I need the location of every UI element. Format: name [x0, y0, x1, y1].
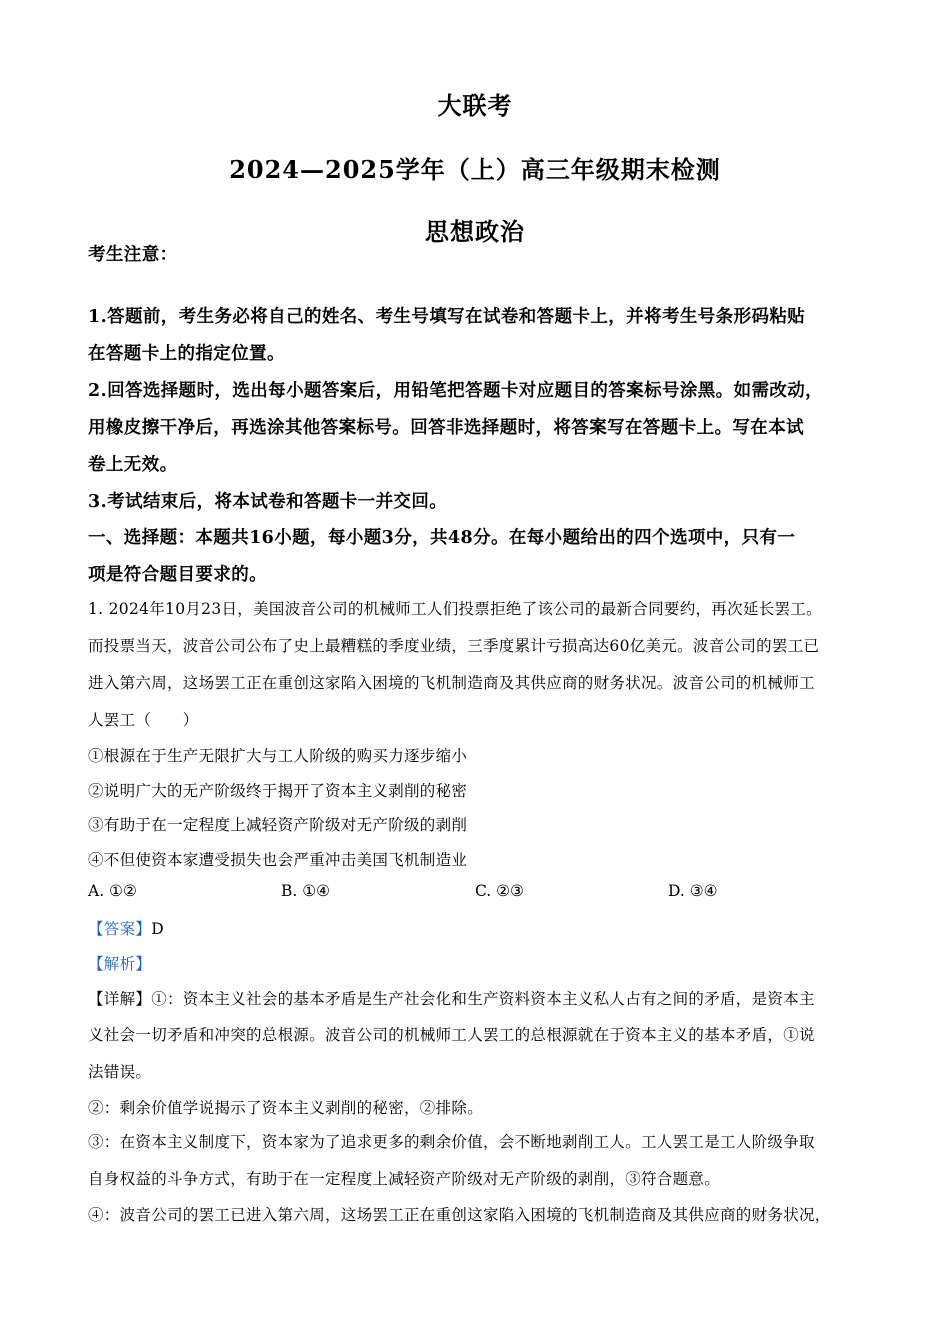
subject-title: 思想政治	[425, 217, 525, 246]
question-stem-line: 进入第六周，这场罢工正在重创这家陷入困境的飞机制造商及其供应商的财务状况。波音公司的机械师工	[88, 674, 815, 692]
option-c: C. ②③	[475, 882, 524, 900]
answer-line	[88, 917, 164, 939]
detail-line: ④：波音公司的罢工已进入第六周，这场罢工正在重创这家陷入困境的飞机制造商及其供应商的财务状况，	[88, 1206, 831, 1224]
exam-subtitle: 2024—2025学年（上）高三年级期末检测	[229, 155, 721, 184]
detail-line: 【详解】①：资本主义社会的基本矛盾是生产社会化和生产资料资本主义私人占有之间的矛盾，是资本主	[88, 990, 815, 1008]
answer-tag: 【答案】	[88, 920, 152, 938]
statement-1: ①根源在于生产无限扩大与工人阶级的购买力逐步缩小	[88, 747, 468, 765]
notice-item-2-cont: 用橡皮擦干净后，再选涂其他答案标号。回答非选择题时，将答案写在答题卡上。写在本试	[88, 418, 804, 438]
question-stem-line: 而投票当天，波音公司公布了史上最糟糕的季度业绩，三季度累计亏损高达60亿美元。波音公司的罢工已	[88, 637, 820, 655]
notice-heading: 考生注意：	[88, 245, 178, 265]
question-stem: 1. 2024年10月23日，美国波音公司的机械师工人们投票拒绝了该公司的最新合同要约，再次延长罢工。	[88, 600, 822, 618]
option-b: B. ①④	[281, 882, 331, 900]
notice-item-1-cont: 在答题卡上的指定位置。	[88, 344, 285, 364]
statement-3: ③有助于在一定程度上减轻资产阶级对无产阶级的剥削	[88, 816, 468, 834]
notice-item-2-cont2: 卷上无效。	[88, 455, 178, 475]
statement-2: ②说明广大的无产阶级终于揭开了资本主义剥削的秘密	[88, 782, 468, 800]
answer-value: D	[151, 920, 164, 938]
section-heading-cont: 项是符合题目要求的。	[88, 565, 267, 585]
detail-line: 义社会一切矛盾和冲突的总根源。波音公司的机械师工人罢工的总根源就在于资本主义的基本矛盾，①说	[88, 1026, 815, 1044]
exam-title: 大联考	[437, 91, 513, 120]
detail-line: 自身权益的斗争方式，有助于在一定程度上减轻资产阶级对无产阶级的剥削，③符合题意。	[88, 1170, 721, 1188]
notice-item-1: 1.答题前，考生务必将自己的姓名、考生号填写在试卷和答题卡上，并将考生号条形码粘贴	[88, 307, 806, 327]
detail-line: ②：剩余价值学说揭示了资本主义剥削的秘密，②排除。	[88, 1099, 484, 1117]
notice-item-3: 3.考试结束后，将本试卷和答题卡一并交回。	[88, 492, 448, 512]
statement-4: ④不但使资本家遭受损失也会严重冲击美国飞机制造业	[88, 851, 468, 869]
detail-line: ③：在资本主义制度下，资本家为了追求更多的剩余价值，会不断地剥削工人。工人罢工是工人阶级争取	[88, 1133, 815, 1151]
analysis-tag: 【解析】	[88, 955, 152, 973]
detail-line: 法错误。	[88, 1063, 152, 1081]
option-d: D. ③④	[668, 882, 718, 900]
question-stem-line: 人罢工（ ）	[88, 711, 199, 729]
notice-item-2: 2.回答选择题时，选出每小题答案后，用铅笔把答题卡对应题目的答案标号涂黑。如需改动，	[88, 381, 824, 401]
section-heading: 一、选择题：本题共16小题，每小题3分，共48分。在每小题给出的四个选项中，只有一	[88, 528, 796, 548]
option-a: A. ①②	[88, 882, 137, 900]
